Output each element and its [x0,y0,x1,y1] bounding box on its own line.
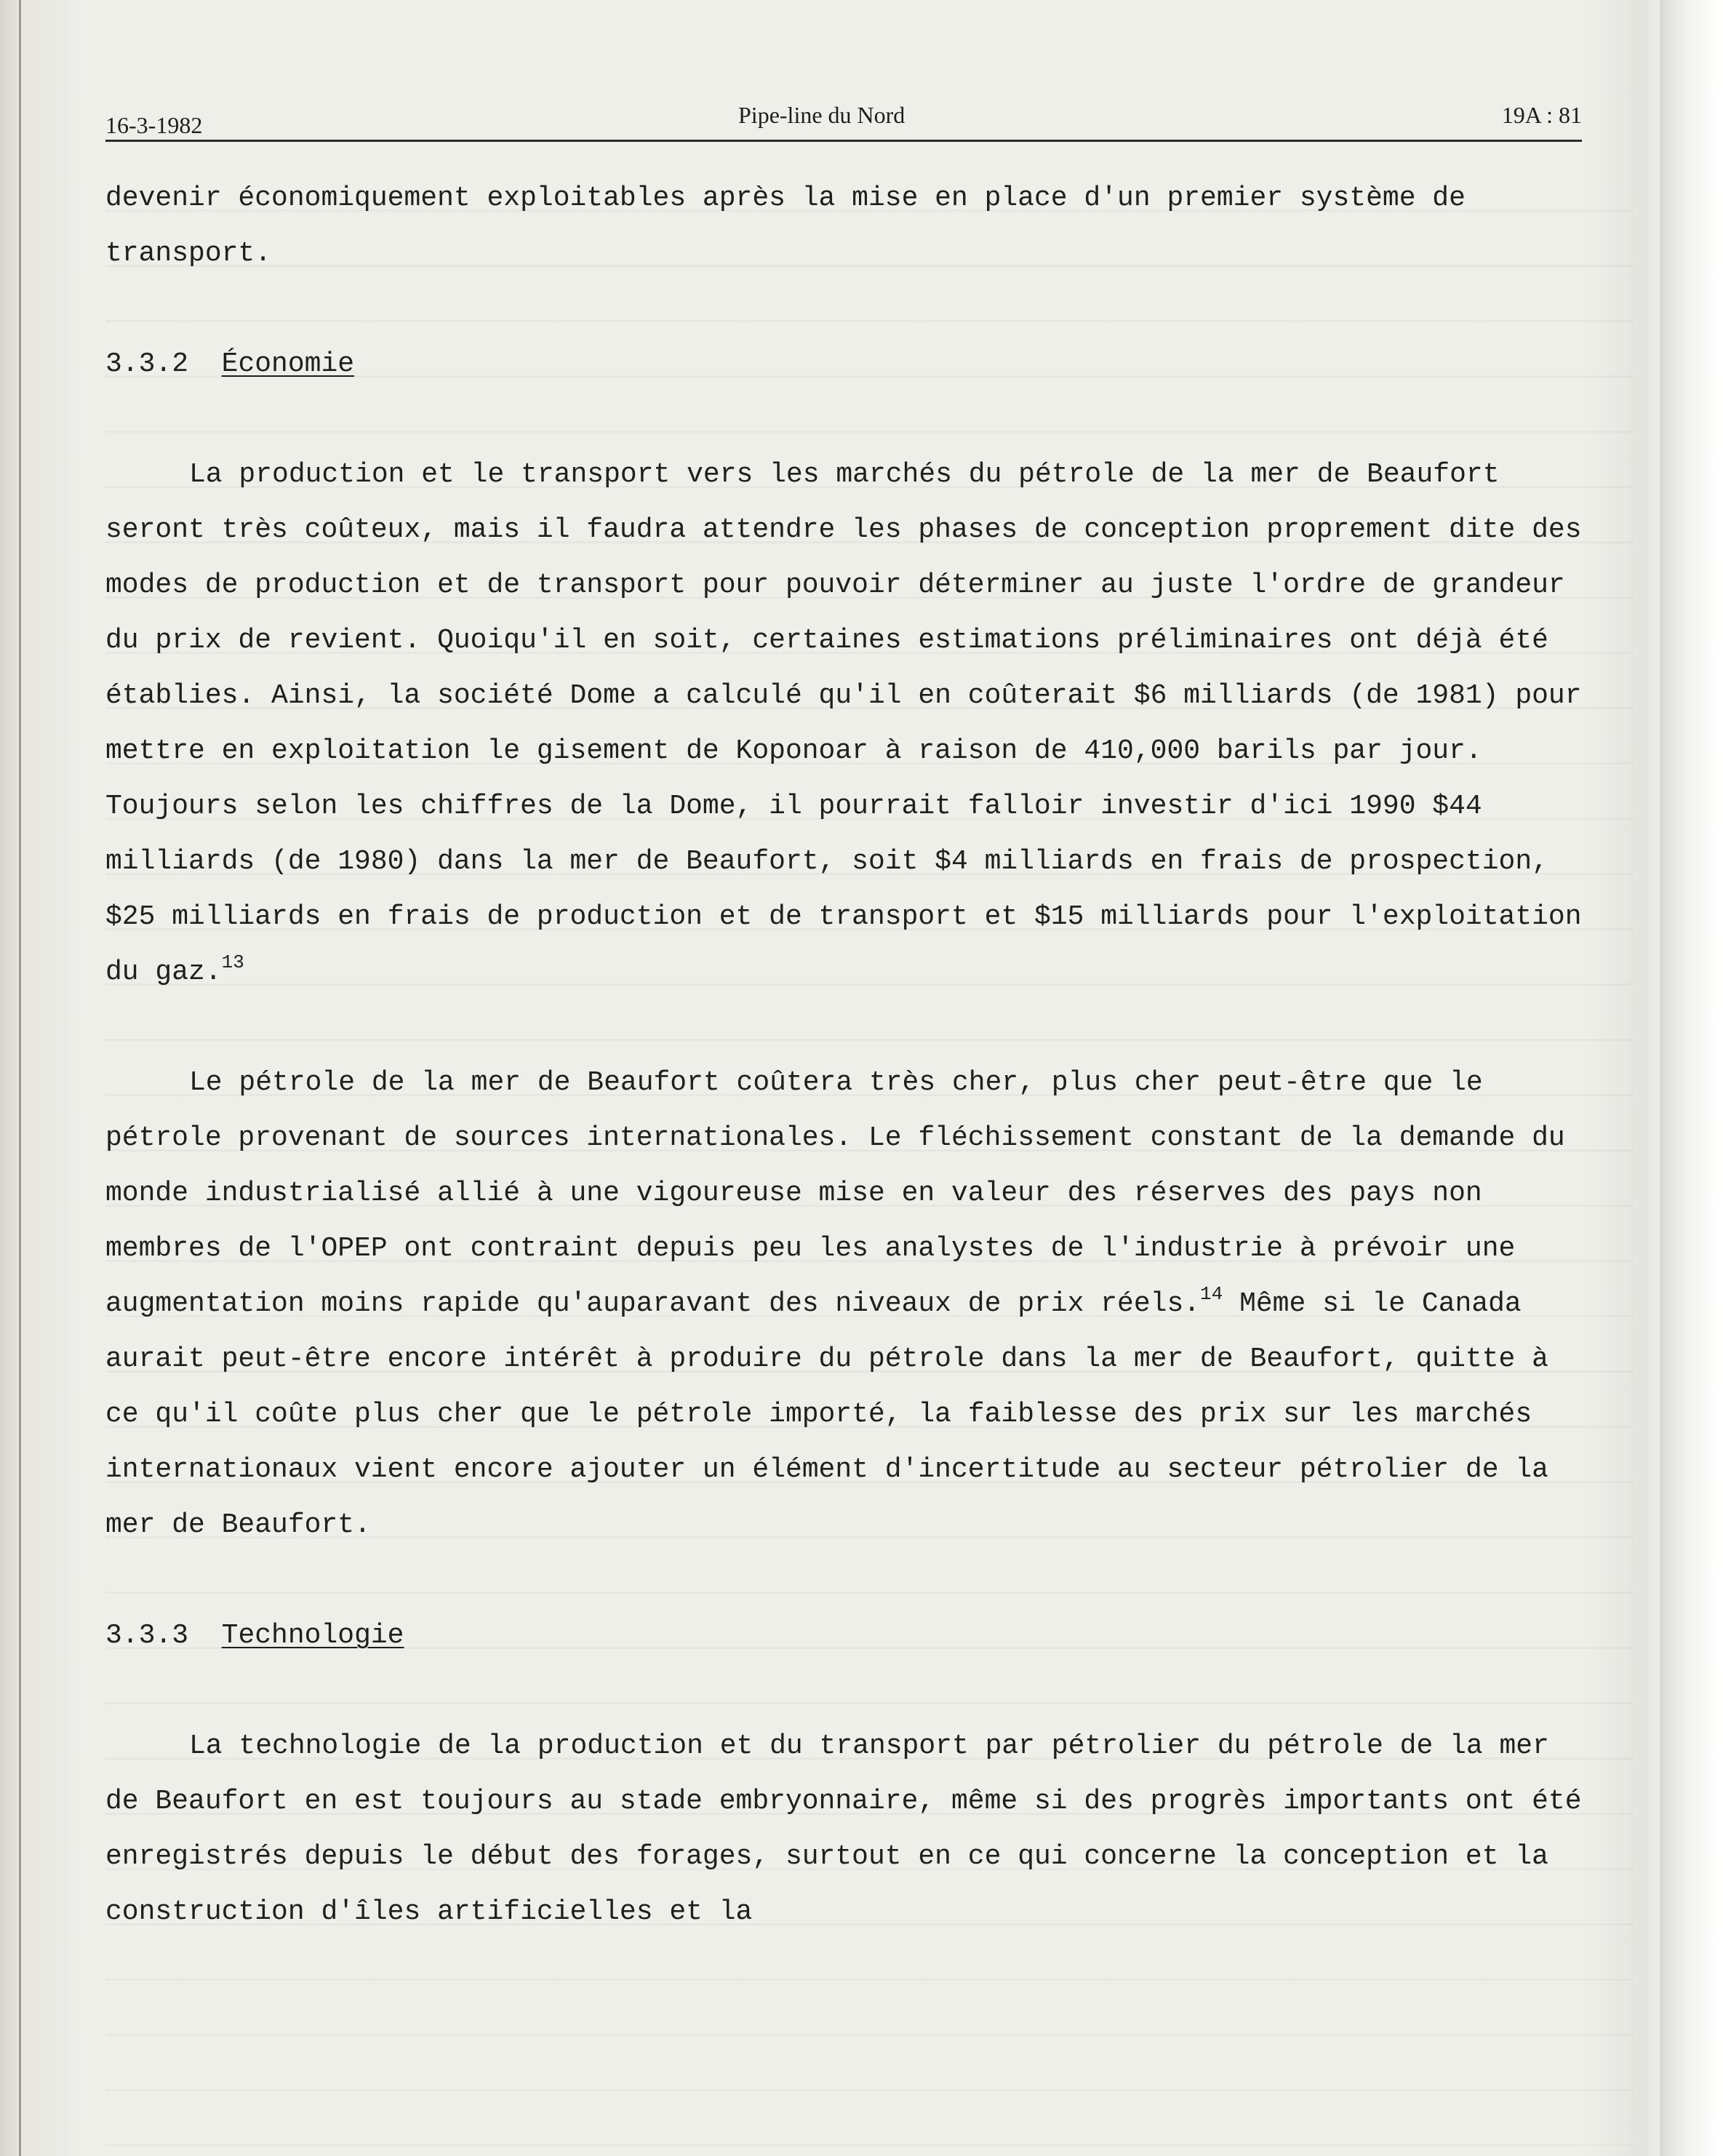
paragraph-economie-2 [105,1055,1589,1553]
page-left-edge [19,0,21,2156]
section-number: 3.3.3 [105,1620,189,1651]
section-heading-economie [105,337,1589,392]
page-right-fold [1660,0,1723,2156]
header-page-number: 19A : 81 [1501,102,1582,128]
header-rule [105,140,1582,142]
spacer [105,282,1589,337]
header-title: Pipe-line du Nord [738,102,906,128]
section-heading-technologie [105,1608,1589,1664]
paragraph-text: Même si le Canada aurait peut-être encore intérêt à produire du pétrole dans la mer de Beaufort, quitte à ce qu'il coûte plus cher que le pétrole importé, la faiblesse des prix sur les marchés internationaux vient encore ajouter un élément d'incertitude au secteur pétrolier de la mer de Beaufort. [105,1288,1565,1541]
section-number: 3.3.2 [105,348,189,380]
section-title: Économie [221,348,355,380]
paragraph-technologie-1: La technologie de la production et du transport par pétrolier du pétrole de la mer de Beaufort en est toujours au stade embryonnaire, même si des progrès importants ont été enregistrés depuis le début des forages, surtout en ce qui concerne la conception et la construction d'îles artificielles et la [105,1730,1599,1928]
spacer [105,1664,1589,1719]
footnote-ref: 13 [221,951,244,973]
paragraph-continuation: devenir économiquement exploitables après la mise en place d'un premier système de transport. [105,183,1482,269]
paragraph-text: Le pétrole de la mer de Beaufort coûtera très cher, plus cher peut-être que le pétrole provenant de sources internationales. Le fléchissement constant de la demande du monde industrialisé allié à une vigoureuse mise en valeur des réserves des pays non membres de l'OPEP ont contraint depuis peu les analystes de l'industrie à prévoir une augmentation moins rapide qu'auparavant des niveaux de prix réels. [105,1067,1582,1319]
paragraph-economie-1 [105,447,1599,1000]
spacer [105,392,1589,447]
footnote-ref: 14 [1200,1283,1223,1305]
document-body [105,171,1599,1940]
header-date: 16-3-1982 [105,112,203,138]
paragraph-text: La production et le transport vers les marchés du pétrole de la mer de Beaufort seront très coûteux, mais il faudra attendre les phases de conception proprement dite des modes de production et de transport pour pouvoir déterminer au juste l'ordre de grandeur du prix de revient. Quoiqu'il en soit, certaines estimations préliminaires ont déjà été établies. Ainsi, la société Dome a calculé qu'il en coûterait $6 milliards (de 1981) pour mettre en exploitation le gisement de Koponoar à raison de 410,000 barils par jour. Toujours selon les chiffres de la Dome, il pourrait falloir investir d'ici 1990 $44 milliards (de 1980) dans la mer de Beaufort, soit $4 milliards en frais de prospection, $25 milliards en frais de production et de transport et $15 milliards pour l'exploitation du gaz. [105,459,1599,988]
spacer [105,1000,1589,1055]
section-title: Technologie [221,1620,404,1651]
spacer [105,1553,1589,1608]
page-header [105,102,1582,143]
